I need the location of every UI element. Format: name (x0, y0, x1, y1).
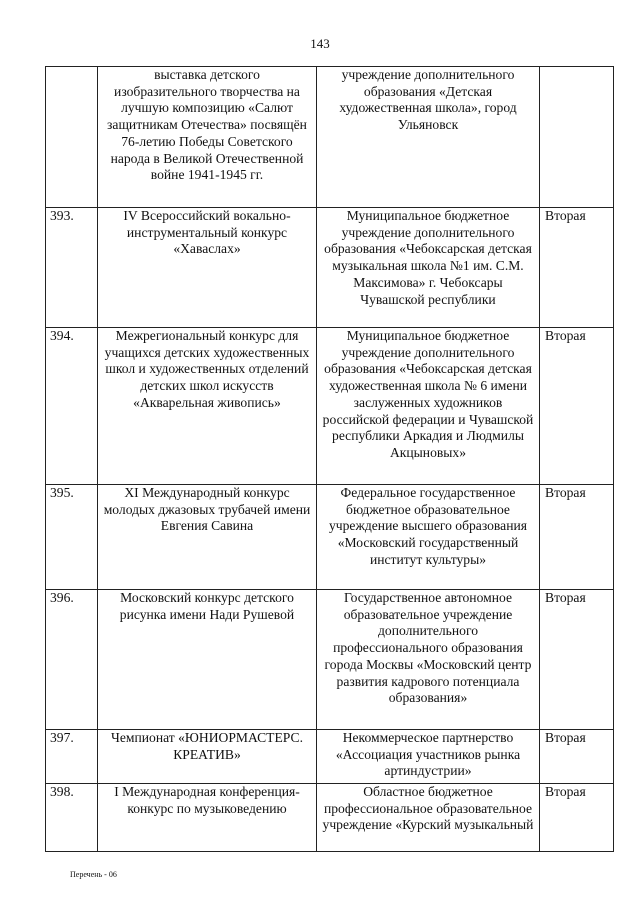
degree-cell: Вторая (540, 784, 614, 852)
table-row (46, 67, 614, 208)
page-number: 143 (310, 36, 330, 51)
event-name: XI Международный конкурс молодых джазовых трубачей имени Евгения Савина (98, 485, 317, 590)
row-number: 396. (46, 590, 98, 730)
footer-note: Перечень - 06 (70, 870, 117, 879)
row-number: 398. (46, 784, 98, 852)
organizer-name: Муниципальное бюджетное учреждение дополнительного образования «Чебоксарская детская музыкальная школа №1 им. С.М. Максимова» г. Чебоксары Чувашской республики (317, 208, 540, 328)
organizer-name: Федеральное государственное бюджетное образовательное учреждение высшего образования «Московский государственный институт культуры» (317, 485, 540, 590)
table-row (46, 328, 614, 485)
row-number: 395. (46, 485, 98, 590)
row-number: 394. (46, 328, 98, 485)
event-name: Московский конкурс детского рисунка имени Нади Рушевой (98, 590, 317, 730)
event-name: выставка детского изобразительного творчества на лучшую композицию «Салют защитникам Отечества» посвящён 76-летию Победы Советского народа в Великой Отечественной войне 1941-1945 гг. (98, 67, 317, 208)
degree-cell: Вторая (540, 590, 614, 730)
organizer-name: Некоммерческое партнерство «Ассоциация участников рынка артиндустрии» (317, 730, 540, 784)
table-row (46, 784, 614, 852)
organizer-name: Областное бюджетное профессиональное образовательное учреждение «Курский музыкальный (317, 784, 540, 852)
row-number: 393. (46, 208, 98, 328)
table-row (46, 590, 614, 730)
degree-cell: Вторая (540, 208, 614, 328)
degree-cell (540, 67, 614, 208)
row-number (46, 67, 98, 208)
degree-cell: Вторая (540, 485, 614, 590)
row-number: 397. (46, 730, 98, 784)
organizer-name: Государственное автономное образовательное учреждение дополнительного профессионального образования города Москвы «Московский центр развития кадрового потенциала образования» (317, 590, 540, 730)
degree-cell: Вторая (540, 730, 614, 784)
event-name: Чемпионат «ЮНИОРМАСТЕРС. КРЕАТИВ» (98, 730, 317, 784)
degree-cell: Вторая (540, 328, 614, 485)
table-row (46, 208, 614, 328)
organizer-name: Муниципальное бюджетное учреждение дополнительного образования «Чебоксарская детская художественная школа № 6 имени заслуженных художников российской федерации и Чувашской республики Аркадия и Людмилы Акцыновых» (317, 328, 540, 485)
events-table (45, 66, 614, 852)
organizer-name: учреждение дополнительного образования «Детская художественная школа», город Ульяновск (317, 67, 540, 208)
table-row (46, 730, 614, 784)
event-name: IV Всероссийский вокально-инструментальный конкурс «Хаваслах» (98, 208, 317, 328)
event-name: I Международная конференция-конкурс по музыковедению (98, 784, 317, 852)
event-name: Межрегиональный конкурс для учащихся детских художественных школ и художественных отделений детских школ искусств «Акварельная живопись» (98, 328, 317, 485)
table-row (46, 485, 614, 590)
